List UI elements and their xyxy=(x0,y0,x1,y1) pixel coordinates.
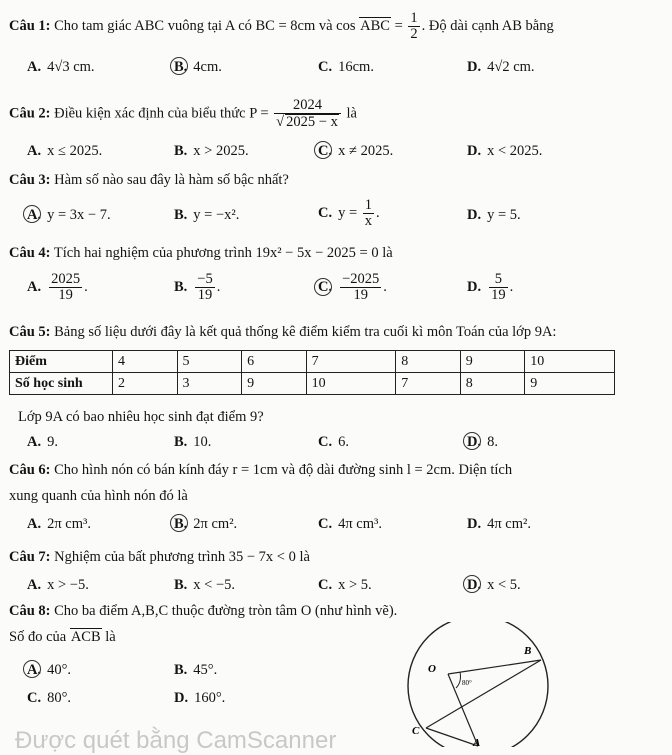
mark-q7-d xyxy=(463,575,481,593)
q6-option-b[interactable]: B. 2π cm². xyxy=(174,516,238,532)
mark-q6-b xyxy=(170,514,188,532)
q8-option-a[interactable]: A. 40°. xyxy=(27,662,72,678)
q3-option-c[interactable]: C. y = $\frac{1}{x}$ . xyxy=(318,197,380,229)
q3-option-a[interactable]: A. y = 3x − 7. xyxy=(27,207,111,223)
q1-option-b[interactable]: B. 4cm. xyxy=(174,59,222,75)
q1-option-d[interactable]: D. 4√2 cm. xyxy=(467,59,535,75)
q6-option-c[interactable]: C. 4π cm³. xyxy=(318,516,382,532)
label-angle: 80° xyxy=(462,679,472,687)
q2-option-a[interactable]: A. x ≤ 2025. xyxy=(27,143,103,159)
q2-option-b[interactable]: B. x > 2025. xyxy=(174,143,249,159)
q4-option-c[interactable]: C. $\frac{-2025}{19}$ . xyxy=(318,271,387,303)
q7-option-b[interactable]: B. x < −5. xyxy=(174,577,236,593)
q3-option-b[interactable]: B. y = −x². xyxy=(174,207,240,223)
mark-q1-b xyxy=(170,57,188,75)
mark-q2-c xyxy=(314,141,332,159)
segment-ca xyxy=(426,728,481,747)
q3-option-d[interactable]: D. y = 5. xyxy=(467,207,521,223)
q2-stem: Câu 2: Điều kiện xác định của biểu thức P = $\frac{2024}{√ 2025 - x}$ là xyxy=(9,97,357,130)
q8-stem-cont: Số đo của ACB là xyxy=(9,629,116,645)
q1-stem: Câu 1: Cho tam giác ABC vuông tại A có BC = 8cm và cos ABC = $\frac{1}{2}$ . Độ dài cạnh AB bằng xyxy=(9,10,554,42)
q2-option-d[interactable]: D. x < 2025. xyxy=(467,143,543,159)
q8-arc: ACB xyxy=(70,629,101,645)
mark-q8-a xyxy=(23,660,41,678)
q5-option-a[interactable]: A. 9. xyxy=(27,434,58,450)
q8-option-c[interactable]: C. 80°. xyxy=(27,690,72,706)
q8-stem: Câu 8: Cho ba điểm A,B,C thuộc đường tròn tâm O (như hình vẽ). xyxy=(9,603,398,619)
label-b: B xyxy=(524,645,532,657)
q5-data-table xyxy=(9,350,615,395)
q8-option-b[interactable]: B. 45°. xyxy=(174,662,218,678)
mark-q5-d xyxy=(463,432,481,450)
q1-fraction: $\frac{1}{2}$ xyxy=(410,10,418,42)
segment-ob xyxy=(448,660,541,674)
table-row: Điểm 4 5 6 7 8 9 10 xyxy=(10,351,615,373)
q4-option-b[interactable]: B. $\frac{-5}{19}$ . xyxy=(174,271,221,303)
q4-stem: Câu 4: Tích hai nghiệm của phương trình 19x² − 5x − 2025 = 0 là xyxy=(9,245,393,261)
angle-mark xyxy=(456,672,461,688)
q5-question: Lớp 9A có bao nhiêu học sinh đạt điểm 9? xyxy=(18,409,264,425)
q5-option-c[interactable]: C. 6. xyxy=(318,434,349,450)
q4-option-a[interactable]: A. $\frac{2025}{19}$ . xyxy=(27,271,88,303)
q5-stem: Câu 5: Bảng số liệu dưới đây là kết quả thống kê điểm kiểm tra cuối kì môn Toán của lớp 9A: xyxy=(9,324,557,340)
q7-stem: Câu 7: Nghiệm của bất phương trình 35 − 7x < 0 là xyxy=(9,549,310,565)
q1-option-a[interactable]: A. 4√3 cm. xyxy=(27,59,95,75)
q5-option-b[interactable]: B. 10. xyxy=(174,434,212,450)
mark-q3-a xyxy=(23,205,41,223)
q4-option-d[interactable]: D. $\frac{5}{19}$ . xyxy=(467,271,514,303)
table-row: Số học sinh 2 3 9 10 7 8 9 xyxy=(10,373,615,395)
mark-q4-c xyxy=(314,278,332,296)
label-o: O xyxy=(428,663,436,675)
q6-option-d[interactable]: D. 4π cm². xyxy=(467,516,531,532)
q2-option-c[interactable]: C. x ≠ 2025. xyxy=(318,143,394,159)
segment-cb xyxy=(426,660,541,728)
q7-option-a[interactable]: A. x > −5. xyxy=(27,577,89,593)
q8-option-d[interactable]: D. 160°. xyxy=(174,690,226,706)
circle-o xyxy=(408,622,548,747)
q3-stem: Câu 3: Hàm số nào sau đây là hàm số bậc nhất? xyxy=(9,172,289,188)
q6-stem: Câu 6: Cho hình nón có bán kính đáy r = 1cm và độ dài đường sinh l = 2cm. Diện tích xyxy=(9,462,513,478)
q7-option-d[interactable]: D. x < 5. xyxy=(467,577,521,593)
q7-option-c[interactable]: C. x > 5. xyxy=(318,577,372,593)
q5-option-d[interactable]: D. 8. xyxy=(467,434,498,450)
q2-fraction: $\frac{2024}{√ 2025 - x}$ xyxy=(274,98,341,130)
camscanner-watermark: Được quét bằng CamScanner xyxy=(15,727,337,754)
q6-option-a[interactable]: A. 2π cm³. xyxy=(27,516,91,532)
q1-angle: ABC xyxy=(360,17,390,34)
q8-circle-figure xyxy=(398,622,588,747)
label-c: C xyxy=(412,725,420,737)
label-a: A xyxy=(473,737,481,747)
q1-option-c[interactable]: C. 16cm. xyxy=(318,59,374,75)
q6-stem-cont: xung quanh của hình nón đó là xyxy=(9,488,188,504)
